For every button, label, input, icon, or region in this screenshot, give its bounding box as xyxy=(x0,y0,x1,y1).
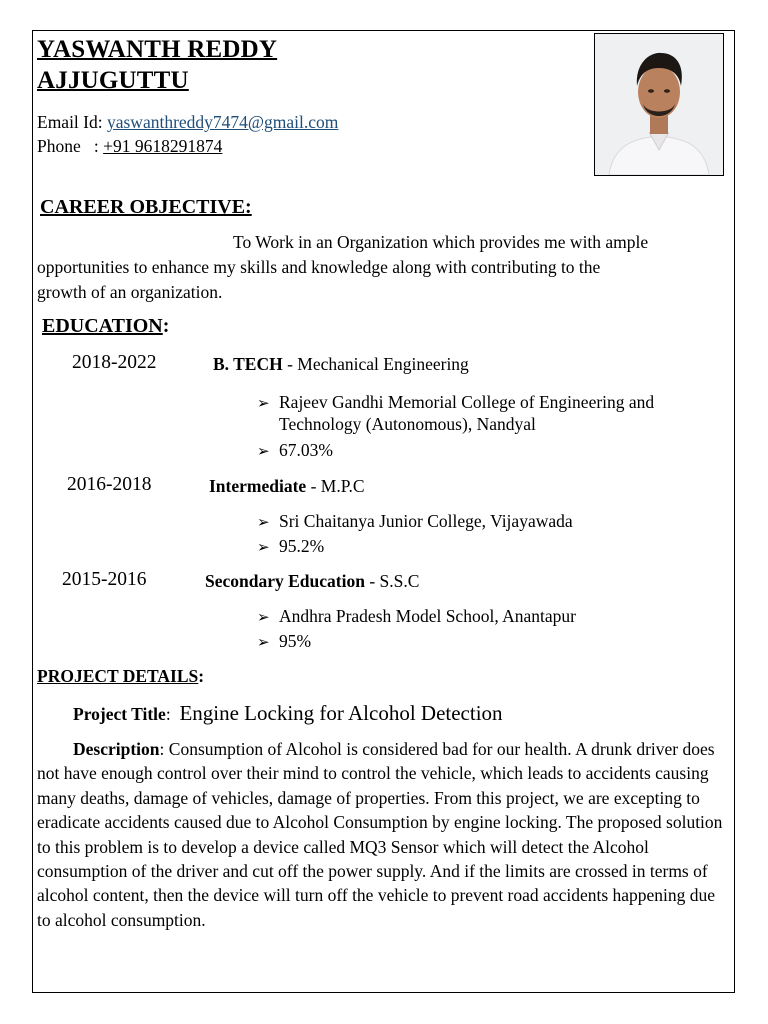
email-link[interactable]: yaswanthreddy7474@gmail.com xyxy=(106,112,339,132)
description-label: Description xyxy=(73,739,160,759)
phone-label: Phone : xyxy=(37,136,104,156)
career-objective-line3: growth of an organization. xyxy=(37,282,223,302)
candidate-name-line2: AJJUGUTTU xyxy=(37,67,189,94)
email-row xyxy=(37,112,338,133)
list-item: ➢ Sri Chaitanya Junior College, Vijayawada xyxy=(257,511,573,531)
description-text: : Consumption of Alcohol is considered bad for our health. A drunk driver does not have enough control over their mind to control the vehicle, which leads to accidents causing many deaths, damage of vehicles, damage of properties. From this project, we are excepting to eradicate accidents caused due to Alcohol Consumption by engine locking. The proposed solution to this problem is to develop a device called MQ3 Sensor which will detect the Alcohol consumption of the driver and cut off the power supply. And if the limits are crossed in terms of alcohol content, then the device will turn off the vehicle to prevent road accidents happening due to alcohol consumption. xyxy=(37,739,723,930)
list-item: ➢ 95% xyxy=(257,631,312,651)
list-item: ➢ 67.03% xyxy=(257,440,333,460)
education-years: 2015-2016 xyxy=(62,569,147,590)
education-heading: EDUCATION: xyxy=(42,315,170,337)
list-item: ➢ Rajeev Gandhi Memorial College of Engineering and xyxy=(257,392,655,412)
education-degree: B. TECH - Mechanical Engineering xyxy=(213,354,469,374)
list-item: ➢ 95.2% xyxy=(257,536,325,556)
career-objective-heading: CAREER OBJECTIVE: xyxy=(40,196,252,218)
project-title-row: Project Title: Engine Locking for Alcohol Detection xyxy=(73,701,503,725)
career-objective-line2: opportunities to enhance my skills and knowledge along with contributing to the xyxy=(37,257,601,277)
email-label: Email Id: xyxy=(37,112,107,132)
arrow-bullet-icon: ➢ xyxy=(257,608,270,626)
project-title: Engine Locking for Alcohol Detection xyxy=(179,701,503,725)
profile-photo-icon xyxy=(595,34,723,175)
phone-link[interactable]: +91 9618291874 xyxy=(103,136,223,156)
profile-photo xyxy=(594,33,724,176)
project-details-heading: PROJECT DETAILS: xyxy=(37,666,205,686)
arrow-bullet-icon: ➢ xyxy=(257,538,270,556)
phone-row xyxy=(37,136,222,157)
career-objective-line1: To Work in an Organization which provides me with ample xyxy=(233,232,649,252)
arrow-bullet-icon: ➢ xyxy=(257,513,270,531)
education-years: 2018-2022 xyxy=(72,352,157,373)
education-degree: Intermediate - M.P.C xyxy=(209,476,365,496)
project-title-label: Project Title xyxy=(73,704,166,724)
list-item: ➢ Andhra Pradesh Model School, Anantapur xyxy=(257,606,576,626)
arrow-bullet-icon: ➢ xyxy=(257,442,270,460)
education-years: 2016-2018 xyxy=(67,474,152,495)
project-description xyxy=(37,737,727,932)
education-degree: Secondary Education - S.S.C xyxy=(205,571,420,591)
arrow-bullet-icon: ➢ xyxy=(257,394,270,412)
arrow-bullet-icon: ➢ xyxy=(257,633,270,651)
list-item: Technology (Autonomous), Nandyal xyxy=(279,414,536,434)
candidate-name-line1: YASWANTH REDDY xyxy=(37,36,278,63)
